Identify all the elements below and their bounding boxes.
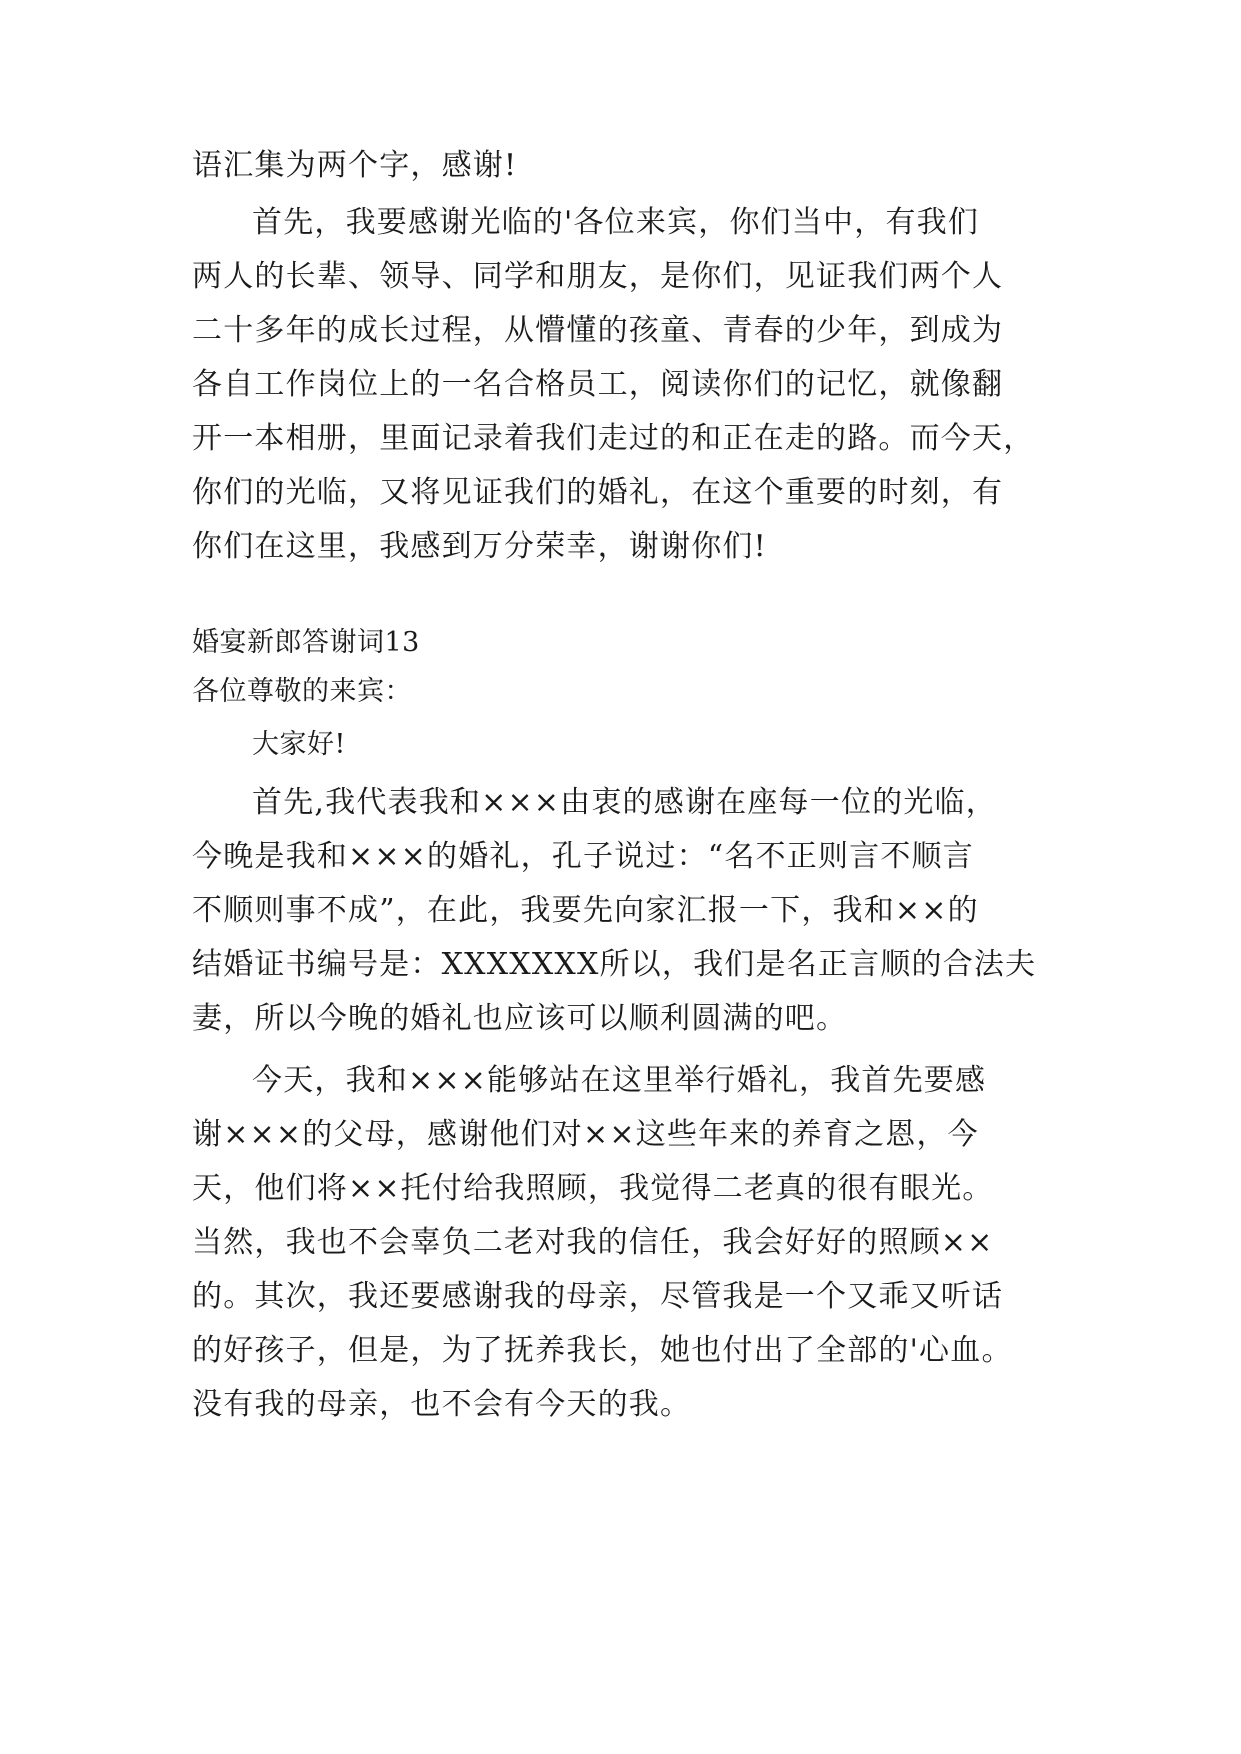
text-line: 今晚是我和×××的婚礼，孔子说过：“名不正则言不顺言 — [192, 839, 974, 874]
text-line: 开一本相册，里面记录着我们走过的和正在走的路。而今天， — [192, 421, 1035, 456]
section-title: 婚宴新郎答谢词13 — [192, 627, 420, 658]
text-line: 结婚证书编号是：XXXXXXX所以，我们是名正言顺的合法夫 — [192, 947, 1037, 982]
text-line: 不顺则事不成”，在此，我要先向家汇报一下，我和××的 — [192, 893, 979, 928]
text-line: 你们的光临，又将见证我们的婚礼，在这个重要的时刻，有 — [192, 475, 1004, 510]
text-line: 各自工作岗位上的一名合格员工，阅读你们的记忆，就像翻 — [192, 367, 1004, 402]
salutation: 各位尊敬的来宾： — [192, 676, 412, 707]
greeting: 大家好! — [252, 729, 346, 760]
paragraph-start: 今天，我和×××能够站在这里举行婚礼，我首先要感 — [252, 1063, 987, 1098]
text-line: 当然，我也不会辜负二老对我的信任，我会好好的照顾×× — [192, 1225, 994, 1260]
text-line: 的好孩子，但是，为了抚养我长，她也付出了全部的'心血。 — [192, 1333, 1013, 1368]
text-line: 你们在这里，我感到万分荣幸，谢谢你们! — [192, 529, 767, 564]
text-line: 天，他们将××托付给我照顾，我觉得二老真的很有眼光。 — [192, 1171, 994, 1206]
text-line: 没有我的母亲，也不会有今天的我。 — [192, 1387, 692, 1422]
paragraph-start: 首先，我要感谢光临的'各位来宾，你们当中，有我们 — [252, 205, 980, 240]
text-line: 语汇集为两个字，感谢! — [192, 148, 518, 183]
text-line: 的。其次，我还要感谢我的母亲，尽管我是一个又乖又听话 — [192, 1279, 1004, 1314]
text-line: 二十多年的成长过程，从懵懂的孩童、青春的少年，到成为 — [192, 313, 1004, 348]
paragraph-start: 首先,我代表我和×××由衷的感谢在座每一位的光临， — [252, 785, 997, 820]
text-line: 谢×××的父母，感谢他们对××这些年来的养育之恩，今 — [192, 1117, 979, 1152]
text-line: 妻，所以今晚的婚礼也应该可以顺利圆满的吧。 — [192, 1001, 848, 1036]
text-line: 两人的长辈、领导、同学和朋友，是你们，见证我们两个人 — [192, 259, 1004, 294]
